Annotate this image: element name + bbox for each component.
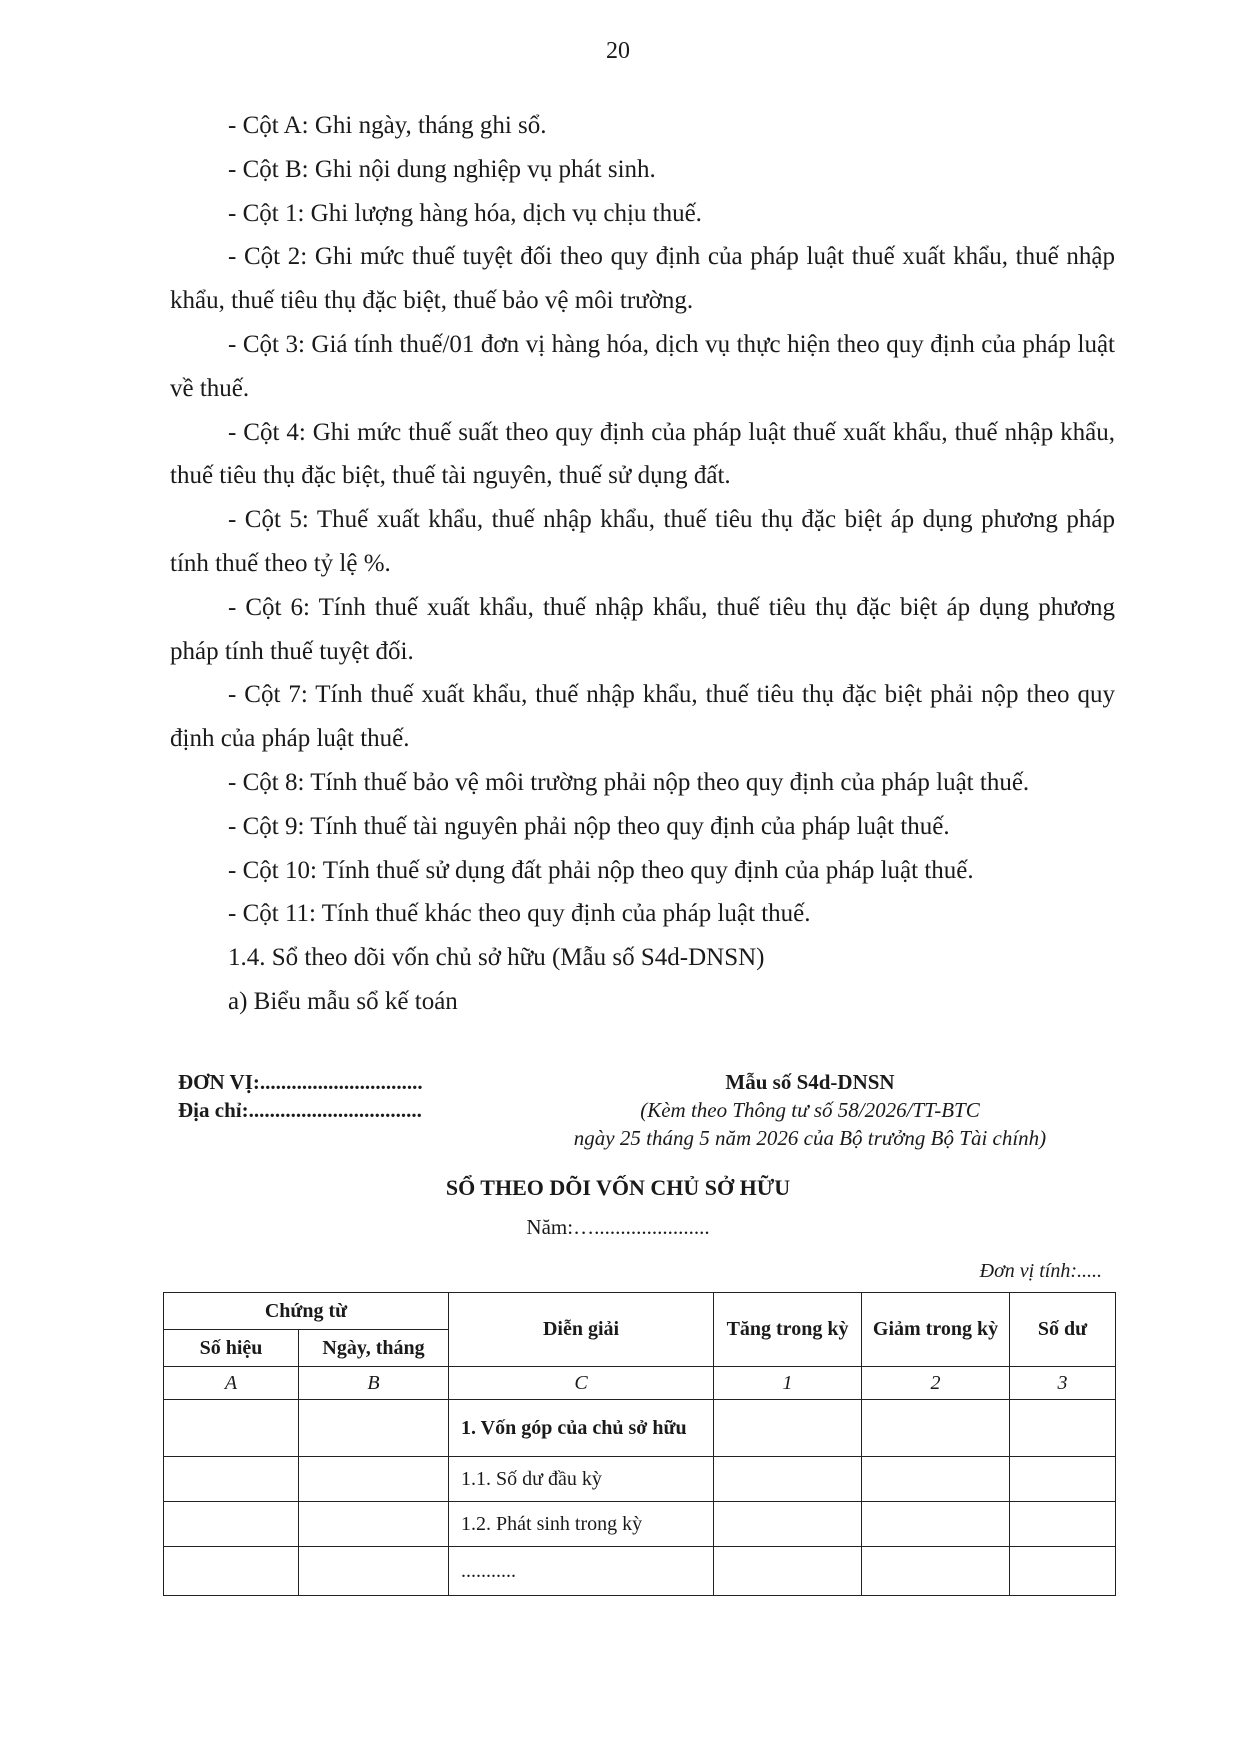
cell-voucher-date [299,1400,449,1457]
col-voucher-date: Ngày, tháng [299,1330,449,1367]
note-col-b: - Cột B: Ghi nội dung nghiệp vụ phát sinh. [228,155,656,183]
note-col-10: - Cột 10: Tính thuế sử dụng đất phải nộp theo quy định của pháp luật thuế. [228,856,974,884]
cell-decrease [862,1400,1010,1457]
note-col-2: - Cột 2: Ghi mức thuế tuyệt đối theo quy định của pháp luật thuế xuất khẩu, thuế nhập khẩu, thuế tiêu thụ đặc biệt, thuế bảo vệ môi trường. [170,243,1115,315]
row-ellipsis: ........... [449,1547,714,1596]
cell-decrease [862,1502,1010,1547]
entity-header [178,1068,423,1124]
row-period-movement: 1.2. Phát sinh trong kỳ [449,1502,714,1547]
form-ref-line1: (Kèm theo Thông tư số 58/2026/TT-BTC [640,1098,980,1122]
form-reference [520,1068,1100,1152]
cell-voucher-date [299,1502,449,1547]
letter-a: A [164,1367,299,1400]
cell-decrease [862,1457,1010,1502]
col-decrease: Giảm trong kỳ [862,1293,1010,1367]
cell-voucher-no [164,1457,299,1502]
note-col-9: - Cột 9: Tính thuế tài nguyên phải nộp theo quy định của pháp luật thuế. [228,812,950,840]
col-description: Diễn giải [449,1293,714,1367]
table-row [164,1547,1116,1596]
section-heading: 1.4. Sổ theo dõi vốn chủ sở hữu (Mẫu số S4d-DNSN) [228,944,765,972]
note-col-8: - Cột 8: Tính thuế bảo vệ môi trường phải nộp theo quy định của pháp luật thuế. [228,768,1030,796]
note-col-6: - Cột 6: Tính thuế xuất khẩu, thuế nhập khẩu, thuế tiêu thụ đặc biệt áp dụng phương pháp tính thuế tuyệt đối. [170,593,1115,665]
address-label: Địa chỉ:................................. [178,1098,422,1122]
note-col-11: - Cột 11: Tính thuế khác theo quy định của pháp luật thuế. [228,900,811,928]
note-col-4: - Cột 4: Ghi mức thuế suất theo quy định của pháp luật thuế xuất khẩu, thuế nhập khẩu, thuế tiêu thụ đặc biệt, thuế tài nguyên, thuế sử dụng đất. [170,418,1115,490]
table-row [164,1457,1116,1502]
form-ref-line2: ngày 25 tháng 5 năm 2026 của Bộ trưởng Bộ Tài chính) [573,1126,1047,1150]
col-balance: Số dư [1010,1293,1116,1367]
header-row-1 [164,1293,1116,1330]
letter-1: 1 [714,1367,862,1400]
unit-line: Đơn vị tính:..... [979,1260,1102,1282]
page-number: 20 [606,38,630,64]
cell-balance [1010,1547,1116,1596]
col-voucher-no: Số hiệu [164,1330,299,1367]
form-code: Mẫu số S4d-DNSN [725,1070,895,1094]
ledger-year: Năm:…...................... [526,1215,710,1239]
column-letter-row [164,1367,1116,1400]
ledger-title: SỔ THEO DÕI VỐN CHỦ SỞ HỮU [445,1175,791,1200]
col-increase: Tăng trong kỳ [714,1293,862,1367]
note-col-3: - Cột 3: Giá tính thuế/01 đơn vị hàng hóa, dịch vụ thực hiện theo quy định của pháp luật về thuế. [170,330,1115,402]
note-col-7: - Cột 7: Tính thuế xuất khẩu, thuế nhập khẩu, thuế tiêu thụ đặc biệt phải nộp theo quy định của pháp luật thuế. [170,681,1115,753]
cell-decrease [862,1547,1010,1596]
cell-balance [1010,1502,1116,1547]
cell-balance [1010,1457,1116,1502]
row-opening-balance: 1.1. Số dư đầu kỳ [449,1457,714,1502]
row-owner-capital: 1. Vốn góp của chủ sở hữu [449,1400,714,1457]
cell-voucher-no [164,1400,299,1457]
cell-voucher-no [164,1547,299,1596]
letter-3: 3 [1010,1367,1116,1400]
note-col-5: - Cột 5: Thuế xuất khẩu, thuế nhập khẩu, thuế tiêu thụ đặc biệt áp dụng phương pháp tính thuế theo tỷ lệ %. [170,506,1115,577]
equity-ledger-table [163,1292,1116,1596]
table-row [164,1502,1116,1547]
table-row [164,1400,1116,1457]
col-voucher-group: Chứng từ [164,1293,449,1330]
letter-2: 2 [862,1367,1010,1400]
letter-b: B [299,1367,449,1400]
cell-voucher-date [299,1547,449,1596]
note-col-1: - Cột 1: Ghi lượng hàng hóa, dịch vụ chịu thuế. [228,199,702,227]
cell-voucher-no [164,1502,299,1547]
column-notes [170,104,1115,1024]
letter-c: C [449,1367,714,1400]
cell-increase [714,1547,862,1596]
cell-increase [714,1502,862,1547]
unit-label: ĐƠN VỊ:............................... [178,1070,423,1094]
cell-increase [714,1457,862,1502]
subsection-heading: a) Biểu mẫu sổ kế toán [228,987,458,1015]
cell-voucher-date [299,1457,449,1502]
note-col-a: - Cột A: Ghi ngày, tháng ghi sổ. [228,112,547,139]
cell-balance [1010,1400,1116,1457]
cell-increase [714,1400,862,1457]
